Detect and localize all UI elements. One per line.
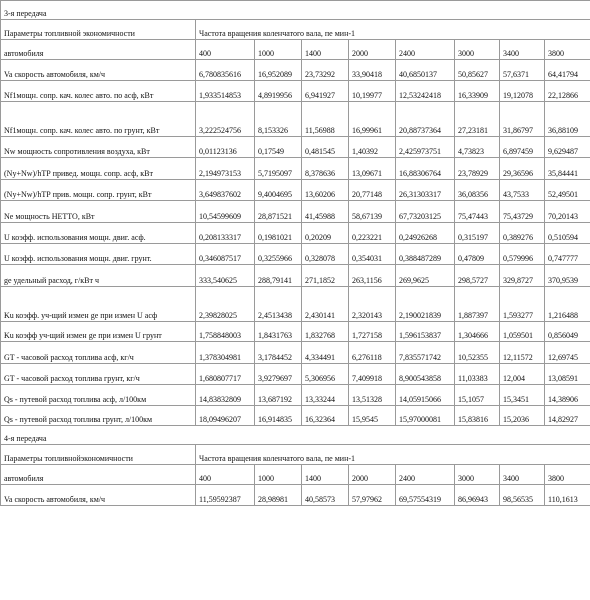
value-cell: 40,58573 [302,485,349,506]
table-row [1,60,590,81]
value-cell: 14,38906 [545,385,590,406]
value-cell: 1,832768 [302,322,349,342]
rpm-cell: 1000 [255,465,302,485]
table-row [1,364,590,385]
value-cell: 75,43729 [500,201,545,223]
value-cell: 36,88109 [545,102,590,137]
table-row [1,406,590,426]
section-title-row [1,1,590,20]
header-param-label-cont: автомобиля [1,40,196,60]
row-label: Va скорость автомобиля, км/ч [1,60,196,81]
value-cell: 13,51328 [349,385,396,406]
table-row [1,81,590,102]
header-row [1,445,590,465]
value-cell: 10,19977 [349,81,396,102]
value-cell: 0,20209 [302,223,349,244]
value-cell: 57,6371 [500,60,545,81]
value-cell: 1,304666 [455,322,500,342]
table-row [1,322,590,342]
value-cell: 23,73292 [302,60,349,81]
header-speed-label: Частота вращения коленчатого вала, пе мин-1 [196,445,590,465]
value-cell: 0,315197 [455,223,500,244]
value-cell: 2,4513438 [255,287,302,322]
table-row [1,342,590,364]
value-cell: 27,23181 [455,102,500,137]
value-cell: 15,1057 [455,385,500,406]
value-cell: 16,32364 [302,406,349,426]
value-cell: 22,12866 [545,81,590,102]
row-label: Ku коэфф уч-щий измен ge при измен U грунт [1,322,196,342]
rpm-cell: 1000 [255,40,302,60]
section-title: 3-я передача [1,1,590,20]
row-label: Va скорость автомобиля, км/ч [1,485,196,506]
table-row [1,137,590,158]
value-cell: 1,059501 [500,322,545,342]
header-param-label: Параметры топливной экономичности [1,20,196,40]
value-cell: 67,73203125 [396,201,455,223]
value-cell: 1,680807717 [196,364,255,385]
value-cell: 13,33244 [302,385,349,406]
value-cell: 13,60206 [302,180,349,201]
rpm-cell: 2400 [396,40,455,60]
row-label: (Ny+Nw)/hТР прив. мощн. сопр. грунт, кВт [1,180,196,201]
value-cell: 8,153326 [255,102,302,137]
row-label: Nw мощность сопротивления воздуха, кВт [1,137,196,158]
value-cell: 0,346087517 [196,244,255,265]
rpm-cell: 1400 [302,465,349,485]
value-cell: 15,9545 [349,406,396,426]
value-cell: 288,79141 [255,265,302,287]
value-cell: 16,88306764 [396,158,455,180]
value-cell: 0,389276 [500,223,545,244]
value-cell: 23,78929 [455,158,500,180]
value-cell: 19,12078 [500,81,545,102]
value-cell: 7,835571742 [396,342,455,364]
value-cell: 0,510594 [545,223,590,244]
value-cell: 98,56535 [500,485,545,506]
value-cell: 1,8431763 [255,322,302,342]
value-cell: 12,53242418 [396,81,455,102]
row-label: Ku коэфф. уч-щий измен ge при измен U асф [1,287,196,322]
rpm-cell: 400 [196,465,255,485]
value-cell: 8,378636 [302,158,349,180]
value-cell: 10,52355 [455,342,500,364]
rpm-cell: 3800 [545,465,590,485]
value-cell: 41,45988 [302,201,349,223]
value-cell: 11,59592387 [196,485,255,506]
rpm-cell: 3400 [500,40,545,60]
value-cell: 0,388487289 [396,244,455,265]
value-cell: 1,378304981 [196,342,255,364]
value-cell: 4,73823 [455,137,500,158]
table-row [1,265,590,287]
header-speed-label: Частота вращения коленчатого вала, пе мин-1 [196,20,590,40]
value-cell: 13,08591 [545,364,590,385]
value-cell: 370,9539 [545,265,590,287]
value-cell: 298,5727 [455,265,500,287]
value-cell: 9,629487 [545,137,590,158]
value-cell: 3,649837602 [196,180,255,201]
value-cell: 0,17549 [255,137,302,158]
value-cell: 1,727158 [349,322,396,342]
value-cell: 1,216488 [545,287,590,322]
header-param-label: Параметры топливнойэкономичности [1,445,196,465]
value-cell: 86,96943 [455,485,500,506]
value-cell: 40,6850137 [396,60,455,81]
value-cell: 1,40392 [349,137,396,158]
value-cell: 9,4004695 [255,180,302,201]
value-cell: 2,39828025 [196,287,255,322]
value-cell: 15,83816 [455,406,500,426]
value-cell: 333,540625 [196,265,255,287]
row-label: Nf1мощн. сопр. кач. колес авто. по грунт, кВт [1,102,196,137]
row-label: Ne мощность НЕТТО, кВт [1,201,196,223]
value-cell: 15,3451 [500,385,545,406]
header-param-label-cont: автомобиля [1,465,196,485]
rpm-cell: 1400 [302,40,349,60]
value-cell: 0,747777 [545,244,590,265]
value-cell: 3,1784452 [255,342,302,364]
value-cell: 20,77148 [349,180,396,201]
value-cell: 0,208133317 [196,223,255,244]
row-label: GT - часовой расход топлива грунт, кг/ч [1,364,196,385]
value-cell: 263,1156 [349,265,396,287]
value-cell: 16,914835 [255,406,302,426]
value-cell: 28,98981 [255,485,302,506]
value-cell: 0,328078 [302,244,349,265]
value-cell: 271,1852 [302,265,349,287]
section-title-row [1,426,590,445]
value-cell: 5,7195097 [255,158,302,180]
value-cell: 6,941927 [302,81,349,102]
rpm-cell: 3400 [500,465,545,485]
rpm-cell: 3000 [455,465,500,485]
value-cell: 1,596153837 [396,322,455,342]
value-cell: 6,897459 [500,137,545,158]
value-cell: 50,85627 [455,60,500,81]
value-cell: 15,97000081 [396,406,455,426]
value-cell: 20,88737364 [396,102,455,137]
table-row [1,158,590,180]
value-cell: 0,856049 [545,322,590,342]
row-label: ge удельный расход, г/кВт ч [1,265,196,287]
rpm-cell: 2000 [349,465,396,485]
row-label: GT - часовой расход топлива асф, кг/ч [1,342,196,364]
value-cell: 0,1981021 [255,223,302,244]
value-cell: 6,780835616 [196,60,255,81]
table-row [1,287,590,322]
value-cell: 12,69745 [545,342,590,364]
value-cell: 43,7533 [500,180,545,201]
value-cell: 0,579996 [500,244,545,265]
table-row [1,223,590,244]
value-cell: 1,933514853 [196,81,255,102]
value-cell: 13,687192 [255,385,302,406]
section-title: 4-я передача [1,426,590,445]
row-label: Qs - путевой расход топлива грунт, л/100км [1,406,196,426]
value-cell: 0,481545 [302,137,349,158]
value-cell: 1,593277 [500,287,545,322]
value-cell: 2,194973153 [196,158,255,180]
row-label: Qs - путевой расход топлива асф, л/100км [1,385,196,406]
value-cell: 5,306956 [302,364,349,385]
row-label: Nf1мощн. сопр. кач. колес авто. по асф, кВт [1,81,196,102]
value-cell: 16,952089 [255,60,302,81]
value-cell: 2,425973751 [396,137,455,158]
value-cell: 69,57554319 [396,485,455,506]
value-cell: 3,9279697 [255,364,302,385]
value-cell: 14,83832809 [196,385,255,406]
value-cell: 0,47809 [455,244,500,265]
table-row [1,385,590,406]
value-cell: 52,49501 [545,180,590,201]
value-cell: 8,900543858 [396,364,455,385]
value-cell: 110,1613 [545,485,590,506]
rpm-cell: 2400 [396,465,455,485]
value-cell: 2,320143 [349,287,396,322]
table-row [1,102,590,137]
value-cell: 28,871521 [255,201,302,223]
value-cell: 31,86797 [500,102,545,137]
value-cell: 1,887397 [455,287,500,322]
value-cell: 35,84441 [545,158,590,180]
rpm-row [1,40,590,60]
value-cell: 0,223221 [349,223,396,244]
rpm-row [1,465,590,485]
value-cell: 70,20143 [545,201,590,223]
value-cell: 18,09496207 [196,406,255,426]
value-cell: 11,56988 [302,102,349,137]
row-label: U коэфф. использования мощн. двиг. асф. [1,223,196,244]
rpm-cell: 3000 [455,40,500,60]
value-cell: 75,47443 [455,201,500,223]
table-row [1,201,590,223]
value-cell: 57,97962 [349,485,396,506]
value-cell: 0,354031 [349,244,396,265]
value-cell: 14,05915066 [396,385,455,406]
value-cell: 12,11572 [500,342,545,364]
value-cell: 7,409918 [349,364,396,385]
value-cell: 36,08356 [455,180,500,201]
value-cell: 12,004 [500,364,545,385]
value-cell: 6,276118 [349,342,396,364]
row-label: (Ny+Nw)/hТР привед. мощн. сопр. асф, кВт [1,158,196,180]
table-row [1,485,590,506]
rpm-cell: 400 [196,40,255,60]
value-cell: 2,190021839 [396,287,455,322]
value-cell: 2,430141 [302,287,349,322]
row-label: U коэфф. использования мощн. двиг. грунт. [1,244,196,265]
rpm-cell: 3800 [545,40,590,60]
value-cell: 15,2036 [500,406,545,426]
value-cell: 329,8727 [500,265,545,287]
value-cell: 3,222524756 [196,102,255,137]
value-cell: 4,334491 [302,342,349,364]
rpm-cell: 2000 [349,40,396,60]
value-cell: 0,01123136 [196,137,255,158]
value-cell: 4,8919956 [255,81,302,102]
value-cell: 58,67139 [349,201,396,223]
value-cell: 1,758848003 [196,322,255,342]
value-cell: 13,09671 [349,158,396,180]
value-cell: 0,24926268 [396,223,455,244]
header-row [1,20,590,40]
value-cell: 14,82927 [545,406,590,426]
table-row [1,180,590,201]
value-cell: 0,3255966 [255,244,302,265]
value-cell: 29,36596 [500,158,545,180]
value-cell: 33,90418 [349,60,396,81]
value-cell: 11,03383 [455,364,500,385]
value-cell: 10,54599609 [196,201,255,223]
value-cell: 269,9625 [396,265,455,287]
value-cell: 16,99961 [349,102,396,137]
table-row [1,244,590,265]
value-cell: 26,31303317 [396,180,455,201]
value-cell: 16,33909 [455,81,500,102]
value-cell: 64,41794 [545,60,590,81]
